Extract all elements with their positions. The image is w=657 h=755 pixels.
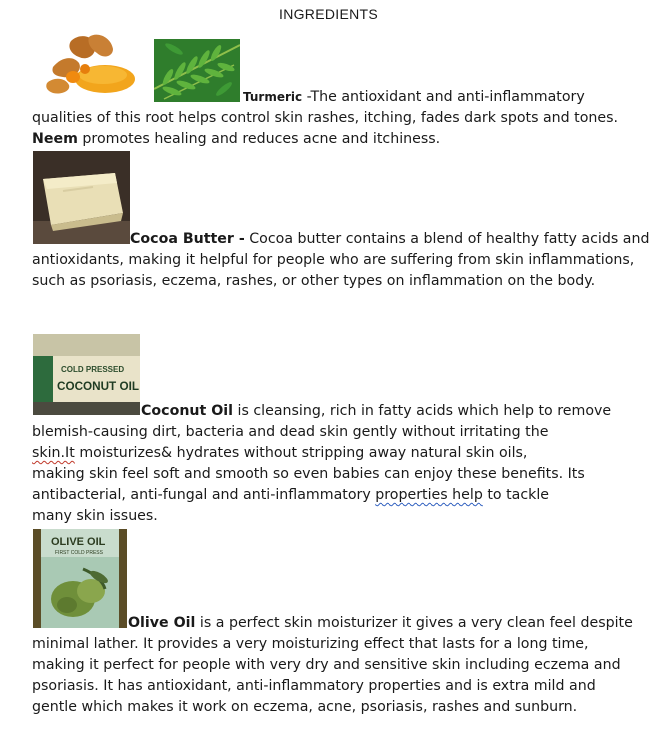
page-title: INGREDIENTS bbox=[279, 6, 378, 22]
olive-text-1: is a perfect skin moisturizer it gives a very clean feel despite bbox=[195, 615, 633, 631]
coconut-text-5c: to tackle bbox=[482, 487, 550, 503]
coconut-oil-paragraph bbox=[32, 401, 611, 527]
olive-label-sub: FIRST COLD PRESS bbox=[55, 550, 103, 556]
cocoa-butter-paragraph bbox=[32, 229, 649, 292]
turmeric-text-1: -The antioxidant and anti-inflammatory bbox=[302, 89, 585, 105]
turmeric-paragraph bbox=[32, 87, 618, 150]
coconut-label-brand: COLD PRESSED bbox=[61, 365, 125, 374]
coconut-text-4: making skin feel soft and smooth so even babies can enjoy these benefits. Its bbox=[32, 466, 585, 482]
coconut-text-2: blemish-causing dirt, bacteria and dead skin gently without irritating the bbox=[32, 424, 549, 440]
coconut-text-5a: antibacterial, anti-fungal and anti-inflammatory bbox=[32, 487, 376, 503]
coconut-text-1: is cleansing, rich in fatty acids which help to remove bbox=[233, 403, 612, 419]
turmeric-name: Turmeric bbox=[243, 90, 303, 104]
coconut-label-word: COCONUT OIL bbox=[57, 379, 139, 393]
olive-text-3: making it perfect for people with very dry and sensitive skin including eczema and bbox=[32, 657, 621, 673]
coconut-text-3a: skin.It bbox=[32, 445, 75, 461]
neem-text: promotes healing and reduces acne and itchiness. bbox=[77, 131, 441, 147]
coconut-text-3b: moisturizes& hydrates without stripping away natural skin oils, bbox=[74, 445, 528, 461]
olive-text-4: psoriasis. It has antioxidant, anti-inflammatory properties and is extra mild and bbox=[32, 678, 596, 694]
cocoa-text-1: Cocoa butter contains a blend of healthy fatty acids and bbox=[244, 231, 650, 247]
olive-label-word: OLIVE OIL bbox=[51, 536, 106, 548]
coconut-text-6: many skin issues. bbox=[32, 508, 158, 524]
cocoa-text-3: such as psoriasis, eczema, rashes, or other types on inflammation on the body. bbox=[32, 273, 596, 289]
olive-oil-paragraph bbox=[32, 613, 633, 718]
turmeric-text-2: qualities of this root helps control skin rashes, itching, fades dark spots and tones. bbox=[32, 110, 619, 126]
olive-oil-name: Olive Oil bbox=[128, 615, 196, 631]
cocoa-text-2: antioxidants, making it helpful for people who are suffering from skin inflammations, bbox=[32, 252, 635, 268]
coconut-text-5b: properties help bbox=[375, 487, 483, 503]
coconut-oil-name: Coconut Oil bbox=[141, 403, 234, 419]
neem-name: Neem bbox=[32, 131, 78, 147]
olive-text-2: minimal lather. It provides a very moisturizing effect that lasts for a long time, bbox=[32, 636, 589, 652]
olive-text-5: gentle which makes it work on eczema, acne, psoriasis, rashes and sunburn. bbox=[32, 699, 578, 715]
cocoa-butter-name: Cocoa Butter - bbox=[130, 231, 245, 247]
